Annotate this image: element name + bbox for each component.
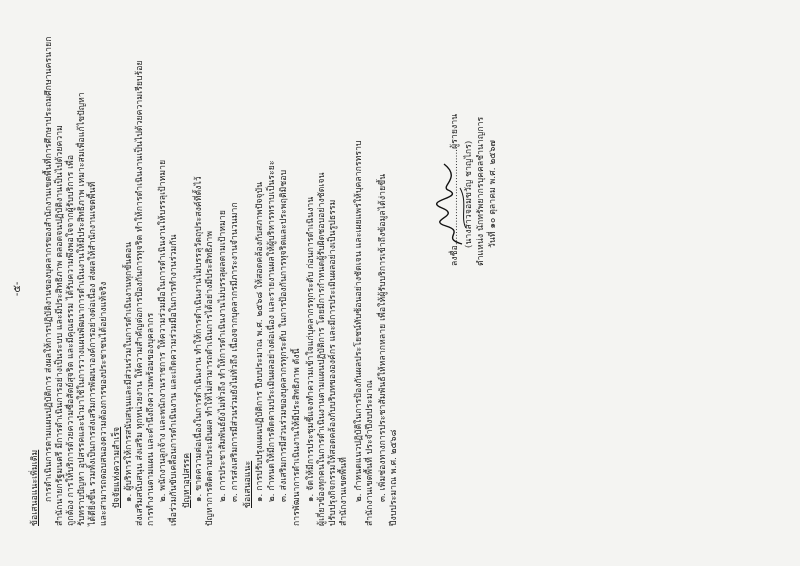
text-line: ๒. กำหนดแนวปฏิบัติในการป้องกันผลประโยชน์ทับซ้อนอย่างชัดเจน และเผยแพร่ให้บุคลากรทราบ [354, 140, 364, 502]
text-line: ได้ดียิ่งขึ้น รวมทั้งเป็นการส่งเสริมการพัฒนาองค์การอย่างต่อเนื่อง ส่งผลให้สำนักงานเขตพื้นที่ [88, 181, 98, 526]
text-line: ๒. การประชาสัมพันธ์ยังไม่ทั่วถึง ทำให้การดำเนินงานไม่บรรลุผลตามเป้าหมาย [218, 210, 228, 502]
text-line: สำนักงานเขตพื้นที่ ประจำปีงบประมาณ [365, 380, 375, 526]
text-line: ปีงบประมาณ พ.ศ. ๒๕๖๘ [389, 429, 399, 526]
text-line: ๑. ผู้บริหารให้การสนับสนุนและมีส่วนร่วมในการดำเนินงานทุกขั้นตอน [124, 241, 134, 502]
text-line: การดำเนินการตามแผนปฏิบัติการ ส่งผลให้การปฏิบัติงานของบุคลากรของสำนักงานเขตพื้นที่การศึกษาประถมศึกษานครนายก [44, 36, 54, 502]
section-heading: ปัจจัยแห่งความสำเร็จ [112, 426, 122, 508]
text-line: และสามารถตอบสนองความต้องการของประชาชนได้อย่างแท้จริง [99, 281, 109, 526]
text-line: ผู้เกี่ยวข้องทุกคนในการดำเนินงานตามแผนปฏิบัติการ โดยมีการกำหนดผู้รับผิดชอบอย่างชัดเจน [317, 172, 327, 526]
text-line: ๓. การส่งเสริมการมีส่วนร่วมยังไม่ทั่วถึง เนื่องจากบุคลากรมีภาระงานจำนวนมาก [230, 202, 240, 502]
text-line: ถูกต้อง การให้บริการด้วยความซื่อสัตย์สุจริต และมีคุณธรรม ได้รับความพึงพอใจจากผู้รับบริการ เพื่อ [66, 154, 76, 526]
text-line: ๓. ส่งเสริมการมีส่วนร่วมของบุคลากรทุกระดับ ในการป้องกันการทุจริตและประพฤติมิชอบ [279, 169, 289, 502]
text-line: สำนักนายกรัฐมนตรี มีการดำเนินการอย่างเป็นระบบ และมีประสิทธิภาพ ตลอดจนปฏิบัติงานเป็นไปด้วยความ [55, 125, 65, 526]
signer-position: ตำแหน่ง นักทรัพยากรบุคคลชำนาญการ [476, 116, 486, 266]
signer-name: (นางสาวจอมขวัญ ชาญไกร) [464, 140, 474, 248]
text-line: ปรับปรุงกิจกรรมให้สอดคล้องกับบริบทขององค์กร และมีการประเมินผลอย่างเป็นรูปธรรม [328, 199, 338, 526]
text-line: ๑. จัดให้มีการประชุมชี้แจงทำความเข้าใจแก่บุคลากรทุกระดับ ก่อนการดำเนินงาน [306, 196, 316, 502]
page-number: -๕- [12, 281, 23, 296]
section-heading: ปัญหาอุปสรรค [182, 452, 192, 508]
text-line: รับทราบปัญหา อุปสรรคและนำมาใช้ในการวางแผนพัฒนาการดำเนินงานให้มีประสิทธิภาพ เหมาะสมเพื่อแก้ไขปัญหา [77, 92, 87, 526]
section-heading: ข้อเสนอแนะ [243, 460, 253, 508]
section-heading: ข้อเสนอแนะเพิ่มเติม [30, 449, 40, 526]
text-line: เพื่อร่วมกันขับเคลื่อนการดำเนินงาน และเกิดความร่วมมือในการทำงานร่วมกัน [169, 234, 179, 526]
report-date: วันที่ ๑๐ ตุลาคม พ.ศ. ๒๕๖๗ [488, 140, 498, 248]
text-line: ๑. การปรับปรุงแผนปฏิบัติการ ปีงบประมาณ พ.ศ. ๒๕๖๘ ให้สอดคล้องกับสภาพปัจจุบัน [255, 181, 265, 502]
text-line: ๒. พนักงานลูกจ้าง และพนักงานราชการ ให้ความร่วมมือในการดำเนินงานให้บรรลุเป้าหมาย [158, 159, 168, 502]
text-line: สำนักงานเขตพื้นที่ [339, 457, 349, 526]
text-line: ปัญหาการติดตามประเมินผล ทำให้ไม่สามารถดำเนินการได้อย่างมีประสิทธิภาพ [205, 230, 215, 526]
text-line: ๓. เพิ่มช่องทางการประชาสัมพันธ์ให้หลากหลาย เพื่อให้ผู้รับบริการเข้าถึงข้อมูลได้ง่ายขึ้น [378, 173, 388, 502]
signature-line: ลงชื่อ..................................ผู้รายงาน [450, 113, 460, 266]
text-line: ๑. ขาดความต่อเนื่องในการดำเนินงาน ทำให้การดำเนินงานไม่บรรลุวัตถุประสงค์ที่ตั้งไว้ [194, 176, 204, 502]
text-line: ส่งเสริมสนับสนุน ส่งเสริม ทุกหน่วยงาน ให้ความสำคัญต่อการป้องกันการทุจริต ทำให้การดำเนินงานเป็นไปด้วยความเรียบร้อย [135, 60, 145, 526]
text-line: ๒. กำหนดให้มีการติดตามประเมินผลอย่างต่อเนื่อง และรายงานผลให้ผู้บริหารทราบเป็นระยะ [267, 160, 277, 502]
text-line: การทำงานตามแผน และคำนึงถึงความพร้อมของบุคลากร [146, 312, 156, 526]
text-line: การพัฒนาการดำเนินงานให้มีประสิทธิภาพ ดังนี้ [292, 348, 302, 526]
